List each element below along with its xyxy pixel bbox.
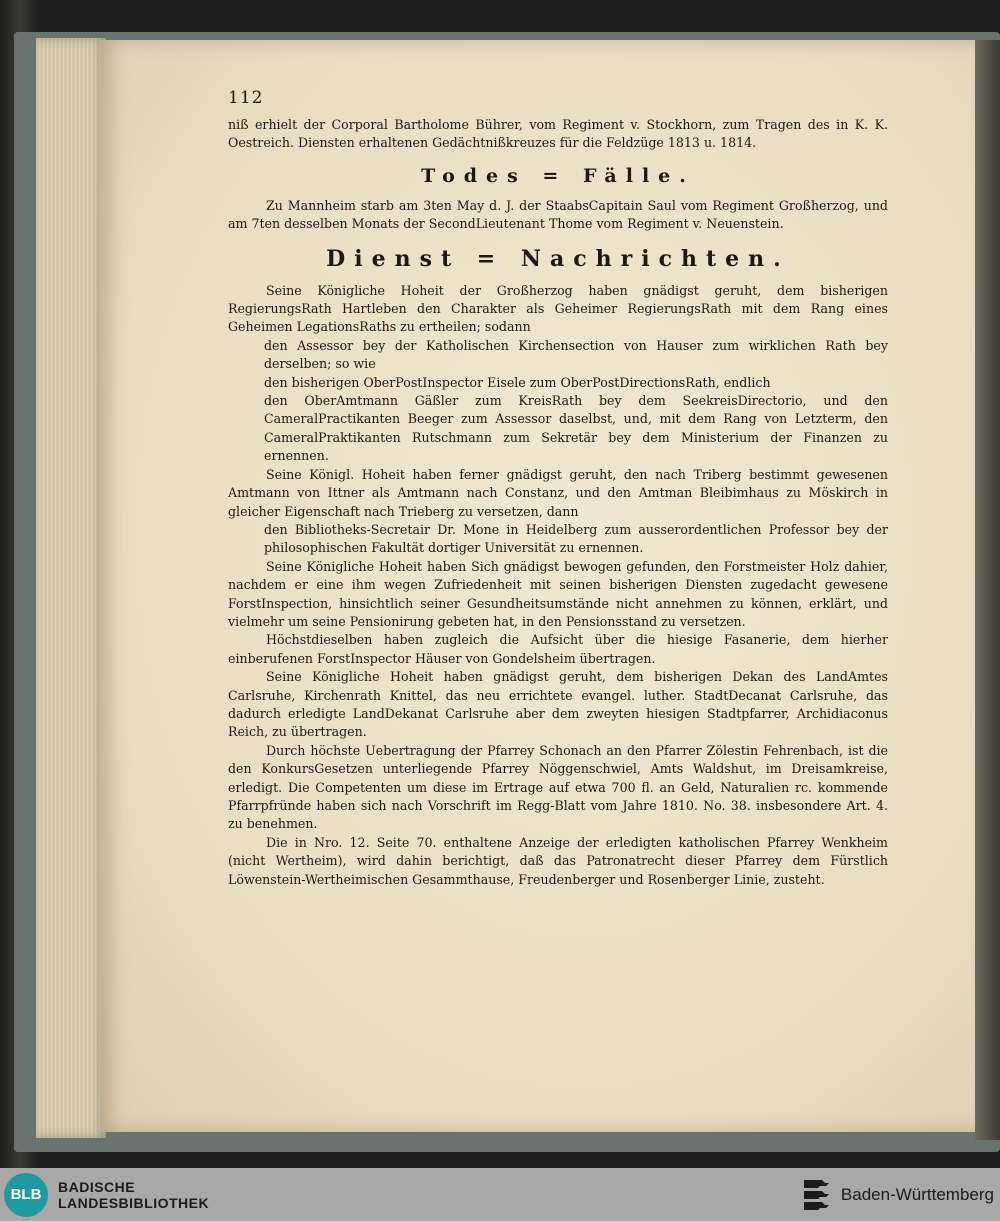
footer-bar: [0, 1168, 1000, 1221]
state-branding[interactable]: [801, 1176, 994, 1214]
three-lions-icon: [801, 1176, 831, 1214]
dienst-paragraph: den OberAmtmann Gäßler zum KreisRath bey dem SeekreisDirectorio, und den CameralPractikanten Beeger zum Assessor daselbst, und, mit dem Rang von Letzterm, den CameralPraktikanten Rutschmann zum Sekretär bey dem Ministerium der Finanzen zu ernennen.: [264, 393, 888, 464]
page-edges-left: [36, 38, 106, 1138]
dienst-paragraph: Höchstdieselben haben zugleich die Aufsicht über die hiesige Fasanerie, dem hierher einberufenen ForstInspector Häuser von Gondelsheim übertragen.: [228, 632, 888, 666]
opening-paragraph: niß erhielt der Corporal Bartholome Bührer, vom Regiment v. Stockhorn, zum Tragen des in K. K. Oestreich. Diensten erhaltenen Gedächtnißkreuzes für die Feldzüge 1813 u. 1814.: [228, 117, 888, 151]
library-name-line2: LANDESBIBLIOTHEK: [58, 1194, 210, 1211]
dienst-paragraph: den Bibliotheks-Secretair Dr. Mone in Heidelberg zum ausserordentlichen Professor bey der philosophischen Fakultät dortiger Universität zu ernennen.: [264, 521, 888, 556]
dienst-paragraph: Durch höchste Uebertragung der Pfarrey Schonach an den Pfarrer Zölestin Fehrenbach, ist die den KonkursGesetzen unterliegende Pfarrey Nöggenschwiel, Amts Waldshut, im Dreisamkreise, erledigt. Die Competenten um diese im Ertrage auf etwa 700 fl. an Geld, Naturalien rc. kommende Pfarrpfründe haben sich nach Vorschrift im Regg-Blatt vom Jahre 1810. No. 38. insbesondere Art. 4. zu benehmen.: [228, 742, 888, 832]
dienst-paragraph: Seine Königliche Hoheit der Großherzog haben gnädigst geruht, dem bisherigen RegierungsRath Hartleben den Charakter als Geheimer RegierungsRath mit dem Rang eines Geheimen LegationsRaths zu ertheilen; sodann: [228, 282, 888, 335]
blb-logo-icon: BLB: [4, 1173, 48, 1217]
page-edge-right: [975, 40, 1000, 1140]
state-name: Baden-Württemberg: [840, 1184, 994, 1204]
page-number: 112: [228, 88, 264, 108]
library-name: [58, 1179, 209, 1211]
dienst-paragraph: Seine Königliche Hoheit haben Sich gnädigst bewogen gefunden, den Forstmeister Holz dahier, nachdem er eine ihm wegen Zufriedenheit mit seinen bisherigen Diensten zugedacht gewesene ForstInspection, hinsichtlich seiner Gesundheitsumstände nicht annehmen zu können, erklärt, und vielmehr um seine Pensionirung gebeten hat, in den Pensionsstand zu versetzen.: [228, 558, 888, 629]
library-branding[interactable]: [4, 1173, 209, 1217]
page-text: [228, 86, 888, 889]
dienst-paragraph: den Assessor bey der Katholischen Kirchensection von Hauser zum wirklichen Rath bey derselben; so wie: [264, 337, 888, 372]
section-heading-dienst-nachrichten: Dienst = Nachrichten.: [326, 245, 790, 272]
dienst-paragraph: Seine Königl. Hoheit haben ferner gnädigst geruht, den nach Triberg bestimmt gewesenen Amtmann von Ittner als Amtmann nach Constanz, und den Amtman Bleibimhaus zu Möskirch in gleicher Eigenschaft nach Trieberg zu versetzen, dann: [228, 466, 888, 519]
library-name-line1: BADISCHE: [58, 1178, 136, 1195]
dienst-paragraph: Die in Nro. 12. Seite 70. enthaltene Anzeige der erledigten katholischen Pfarrey Wenkheim (nicht Wertheim), wird dahin berichtigt, daß das Patronatrecht dieser Pfarrey dem Fürstlich Löwenstein-Wertheimischen Gesammthause, Freudenberger und Rosenberger Linie, zusteht.: [228, 834, 888, 887]
dienst-paragraph: den bisherigen OberPostInspector Eisele zum OberPostDirectionsRath, endlich: [264, 374, 771, 390]
section-heading-todesfaelle: Todes = Fälle.: [421, 164, 695, 187]
dienst-paragraph: Seine Königliche Hoheit haben gnädigst geruht, dem bisherigen Dekan des LandAmtes Carlsruhe, Kirchenrath Knittel, das neu errichtete evangel. luther. StadtDecanat Carlsruhe, das dadurch erledigte LandDekanat Carlsruhe aber dem zweyten hiesigen Stadtpfarrer, Archidiaconus Reich, zu übertragen.: [228, 669, 888, 740]
todesfaelle-paragraph: Zu Mannheim starb am 3ten May d. J. der StaabsCapitain Saul vom Regiment Großherzog, und am 7ten desselben Monats der SecondLieutenant Thome vom Regiment v. Neuenstein.: [228, 197, 888, 232]
